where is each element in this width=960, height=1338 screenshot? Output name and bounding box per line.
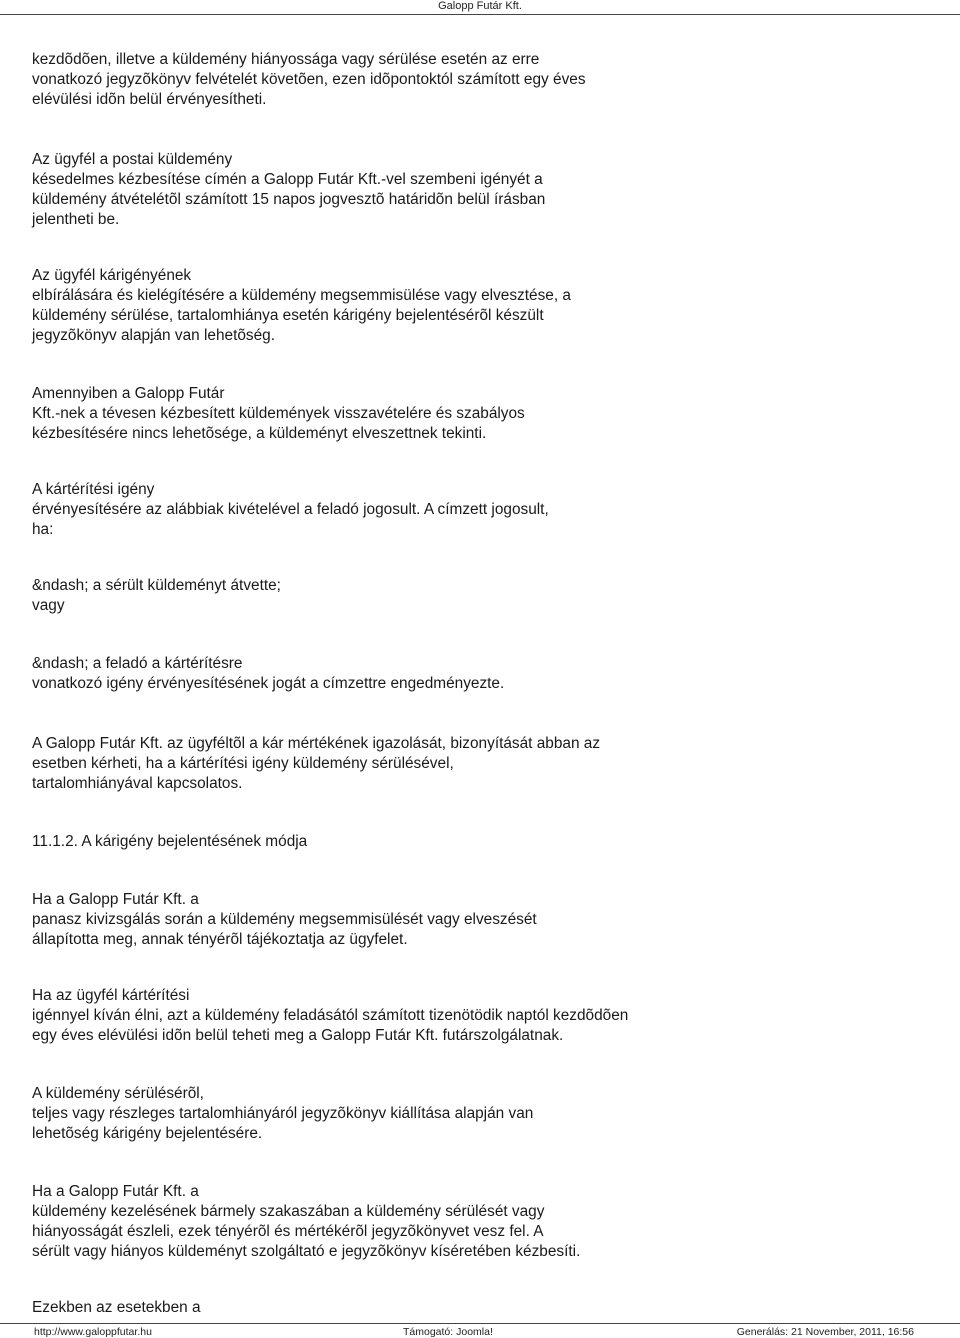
text-line: hiányosságát észleli, ezek tényérõl és mértékérõl jegyzõkönyvet vesz fel. A <box>32 1223 544 1240</box>
text-line: lehetõség kárigény bejelentésére. <box>32 1125 263 1142</box>
footer-supported-by: Támogató: Joomla! <box>403 1326 493 1338</box>
text-line: Ezekben az esetekben a <box>32 1299 201 1316</box>
text-line: jegyzõkönyv alapján van lehetõség. <box>32 327 275 344</box>
paragraph-claim-deadline <box>32 50 586 110</box>
paragraph-damage-report <box>32 1084 533 1144</box>
text-line: panasz kivizsgálás során a küldemény megsemmisülését vagy elveszését <box>32 911 537 928</box>
text-line: egy éves elévülési idõn belül teheti meg a Galopp Futár Kft. futárszolgálatnak. <box>32 1027 564 1044</box>
text-line: A kártérítési igény <box>32 481 155 498</box>
text-line: sérült vagy hiányos küldeményt szolgáltató e jegyzõkönyv kíséretében kézbesíti. <box>32 1243 581 1260</box>
paragraph-proof-of-damage <box>32 734 600 794</box>
text-line: ha: <box>32 521 54 538</box>
text-line: küldemény kezelésének bármely szakaszában a küldemény sérülését vagy <box>32 1203 545 1220</box>
text-line: esetben kérheti, ha a kártérítési igény küldemény sérülésével, <box>32 755 454 772</box>
paragraph-cases <box>32 1298 201 1318</box>
paragraph-condition-1 <box>32 576 281 616</box>
text-line: kezdõdõen, illetve a küldemény hiányossága vagy sérülése esetén az erre <box>32 51 540 68</box>
footer-site-url[interactable]: http://www.galoppfutar.hu <box>34 1326 152 1338</box>
page-footer <box>0 1326 960 1338</box>
section-title: 11.1.2. A kárigény bejelentésének módja <box>32 833 308 850</box>
text-line: jelentheti be. <box>32 211 120 228</box>
header-divider <box>0 14 960 15</box>
paragraph-claim-assessment <box>32 266 571 346</box>
footer-divider <box>0 1323 960 1324</box>
page-header-title: Galopp Futár Kft. <box>438 0 522 12</box>
text-line: késedelmes kézbesítése címén a Galopp Futár Kft.-vel szembeni igényét a <box>32 171 543 188</box>
paragraph-entitlement <box>32 480 549 540</box>
text-line: Ha a Galopp Futár Kft. a <box>32 891 199 908</box>
text-line: vonatkozó igény érvényesítésének jogát a címzettre engedményezte. <box>32 675 505 692</box>
paragraph-handling-damage <box>32 1182 580 1262</box>
text-line: elévülési idõn belül érvényesítheti. <box>32 91 267 108</box>
text-line: elbírálására és kielégítésére a küldemény megsemmisülése vagy elvesztése, a <box>32 287 571 304</box>
text-line: tartalomhiányával kapcsolatos. <box>32 775 243 792</box>
text-line: A Galopp Futár Kft. az ügyféltõl a kár mértékének igazolását, bizonyítását abban az <box>32 735 601 752</box>
text-line: Kft.-nek a tévesen kézbesített küldemények visszavételére és szabályos <box>32 405 525 422</box>
section-heading <box>32 832 307 852</box>
paragraph-investigation <box>32 890 537 950</box>
paragraph-misdelivered <box>32 384 525 444</box>
text-line: vonatkozó jegyzõkönyv felvételét követõen, ezen idõpontoktól számított egy éves <box>32 71 586 88</box>
text-line: Ha a Galopp Futár Kft. a <box>32 1183 199 1200</box>
text-line: igénnyel kíván élni, azt a küldemény feladásától számított tizenötödik naptól kezdõdõen <box>32 1007 629 1024</box>
text-line: küldemény sérülése, tartalomhiánya esetén kárigény bejelentésérõl készült <box>32 307 544 324</box>
text-line: teljes vagy részleges tartalomhiányáról jegyzõkönyv kiállítása alapján van <box>32 1105 534 1122</box>
paragraph-condition-2 <box>32 654 504 694</box>
text-line: Ha az ügyfél kártérítési <box>32 987 190 1004</box>
text-line: Az ügyfél a postai küldemény <box>32 151 233 168</box>
text-line: vagy <box>32 597 65 614</box>
footer-generated-date: Generálás: 21 November, 2011, 16:56 <box>736 1326 914 1338</box>
text-line: állapította meg, annak tényérõl tájékoztatja az ügyfelet. <box>32 931 408 948</box>
text-line: érvényesítésére az alábbiak kivételével a feladó jogosult. A címzett jogosult, <box>32 501 549 518</box>
text-line: &ndash; a feladó a kártérítésre <box>32 655 243 672</box>
text-line: küldemény átvételétõl számított 15 napos jogvesztõ határidõn belül írásban <box>32 191 546 208</box>
text-line: kézbesítésére nincs lehetõsége, a küldeményt elveszettnek tekinti. <box>32 425 487 442</box>
text-line: &ndash; a sérült küldeményt átvette; <box>32 577 281 594</box>
text-line: A küldemény sérülésérõl, <box>32 1085 204 1102</box>
paragraph-compensation-request <box>32 986 628 1046</box>
text-line: Az ügyfél kárigényének <box>32 267 192 284</box>
paragraph-late-delivery <box>32 150 545 230</box>
text-line: Amennyiben a Galopp Futár <box>32 385 225 402</box>
